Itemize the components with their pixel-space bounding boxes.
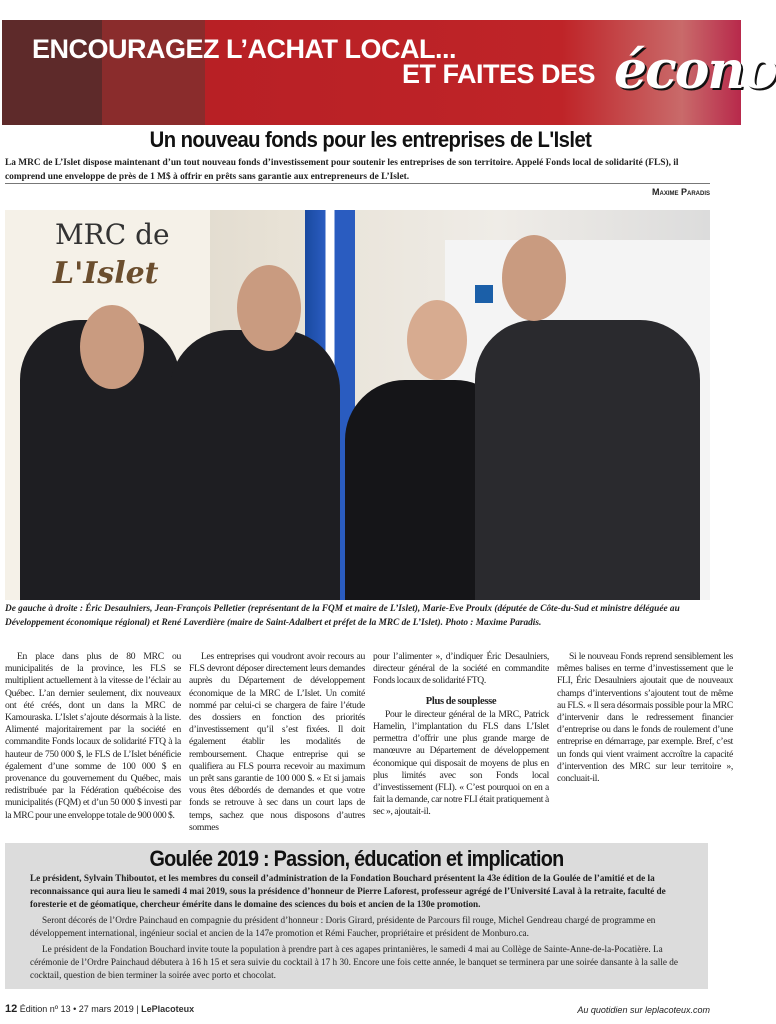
publication-logo: LePlacoteux (141, 1004, 195, 1014)
ad-banner (2, 20, 776, 125)
fqm-logo-icon (475, 285, 493, 303)
website-tagline[interactable]: Au quotidien sur leplacoteux.com (577, 1005, 710, 1015)
person-3-head (407, 300, 467, 380)
goulee-paragraph-3: Le président de la Fondation Bouchard invite toute la population à prendre part à ces agapes printanières, le samedi 4 mai au Collège de Sainte-Anne-de-la-Pocatière. La cérémonie de l’Ordre Painchaud débutera à 16 h 15 et sera suivie du cocktail à 17 h 30. Encore une fois cette année, le banquet se terminera par une soirée dansante à la salle de cocktail, question de bien terminer la soirée avec porto et chocolat. (30, 944, 678, 980)
paragraph: Les entreprises qui voudront avoir recours au FLS devront déposer directement leurs demandes auprès du Département de développement économique de la MRC de L’Islet. Un comité nommé par celui-ci se chargera de faire l’étude des dossiers en fonction des priorités d’investissement qu’il s’est fixées. Il doit également établir les modalités de remboursement. Chaque entreprise qui se qualifiera au FLS pourra recevoir au maximum un prêt sans garantie de 100 000 $. « Et si jamais vous êtes débordés de demandes et que votre fonds se retrouve à sec dans un court laps de temps, sachez que nous disposons d’autres sommes (189, 651, 365, 833)
person-4 (475, 320, 700, 600)
person-4-head (502, 235, 566, 321)
goulee-box (5, 843, 708, 989)
page-number: 12 (5, 1003, 18, 1015)
banner-line2: ET FAITES DES (402, 59, 596, 89)
mrc-sign-text (5, 210, 210, 600)
byline: Maxime Paradis (651, 187, 710, 197)
paragraph: En place dans plus de 80 MRC ou municipalités de la province, les FLS se multiplient actuellement à la vitesse de l’éclair au Québec. L’an dernier seulement, dix nouveaux ont été créés, dont un dans la MRC de Kamouraska. L’Islet s’ajoute désormais à la liste. Alimenté majoritairement par la société en commandite Fonds locaux de solidarité FTQ à la hauteur de 750 000 $, le FLS de L’Islet bénéficie également d’une somme de 100 000 $ en provenance du gouvernement du Québec, mais redistribuée par la Fédération québécoise des municipalités (FQM) et d’un 50 000 $ investi par la MRC pour une enveloppe totale de 900 000 $. (5, 651, 181, 821)
article-lede: La MRC de L’Islet dispose maintenant d’un tout nouveau fonds d’investissement pour soutenir les entreprises de son territoire. Appelé Fonds local de solidarité (FLS), il comprend une enveloppe de près de 1 M$ à offrir en prêts sans garantie aux entrepreneurs de L’Islet. (5, 158, 679, 182)
sign-text-top: MRC de (55, 218, 170, 251)
column-4 (557, 651, 733, 785)
page-footer (5, 1003, 710, 1017)
column-1 (5, 651, 181, 822)
subheading: Plus de souplesse (425, 695, 497, 707)
divider (5, 183, 710, 184)
goulee-paragraph-2: Seront décorés de l’Ordre Painchaud en compagnie du président d’honneur : Doris Girard, présidente de Parcours fil rouge, Michel Gendreau chargé de programme en développement international, ingénieur social et ancien de la 147e promotion et Rémi Faucher, propriétaire et président de Monburo.ca. (30, 915, 656, 938)
goulee-paragraph-1: Le président, Sylvain Thiboutot, et les membres du conseil d’administration de la Fondation Bouchard présentent la 43e édition de la Goulée de l’amitié et de la reconnaissance qui aura lieu le samedi 4 mai 2019, sous la présidence d’honneur de Pierre Laforest, professeur agrégé de l’Université Laval à la retraite, faculté de foresterie et de géomatique, chercheur émérite dans le domaine des sciences du bois et ancien de la 130e promotion. (30, 873, 666, 909)
banner-line1: ENCOURAGEZ L’ACHAT LOCAL... (32, 34, 456, 64)
article-title: Un nouveau fonds pour les entreprises de L'Islet (149, 127, 592, 152)
paragraph: pour l’alimenter », d’indiquer Éric Desaulniers, directeur général de la société en commandite Fonds locaux de solidarité FTQ. (373, 651, 549, 687)
banner-script: écono (614, 40, 776, 101)
column-3 (373, 651, 549, 819)
photo-caption: De gauche à droite : Éric Desaulniers, Jean-François Pelletier (représentant de la FQM et maire de L’Islet), Marie-Eve Proulx (députée de Côte-du-Sud et ministre déléguée au Développement économique régional) et René Laverdière (maire de Saint-Adalbert et préfet de la MRC de L’Islet). Photo : Maxime Paradis. (5, 604, 680, 628)
person-2-head (237, 265, 301, 351)
edition-info: Édition nº 13 • 27 mars 2019 | (19, 1004, 139, 1014)
goulee-title: Goulée 2019 : Passion, éducation et implication (149, 846, 564, 871)
column-2 (189, 651, 365, 834)
paragraph: Pour le directeur général de la MRC, Patrick Hamelin, l’implantation du FLS dans L’Islet permettra d’offrir une plus grande marge de manœuvre au Département de développement économique qui disposait de moyens de plus en plus limités avec son Fonds local d’investissement (FLI). « C’est pourquoi on en a fait la demande, car notre FLI était pratiquement à sec », ajoutait-il. (373, 708, 549, 818)
sign-text-bottom: L'Islet (53, 256, 159, 291)
paragraph: Si le nouveau Fonds reprend sensiblement les mêmes balises en terme d’investissement que le FLI, Éric Desaulniers ajoutait que de nouveaux champs d’interventions s’ajoutent tout de même au FLS. « Il sera désormais possible pour la MRC d’intervenir dans le redressement financier d’entreprise ou dans le fonds de roulement d’une entreprise en démarrage, par exemple. Bref, c’est un fonds qui vient vraiment accroître la capacité d’intervention des MRC sur leur territoire », concluait-il. (557, 651, 733, 785)
article-photo (5, 210, 710, 600)
